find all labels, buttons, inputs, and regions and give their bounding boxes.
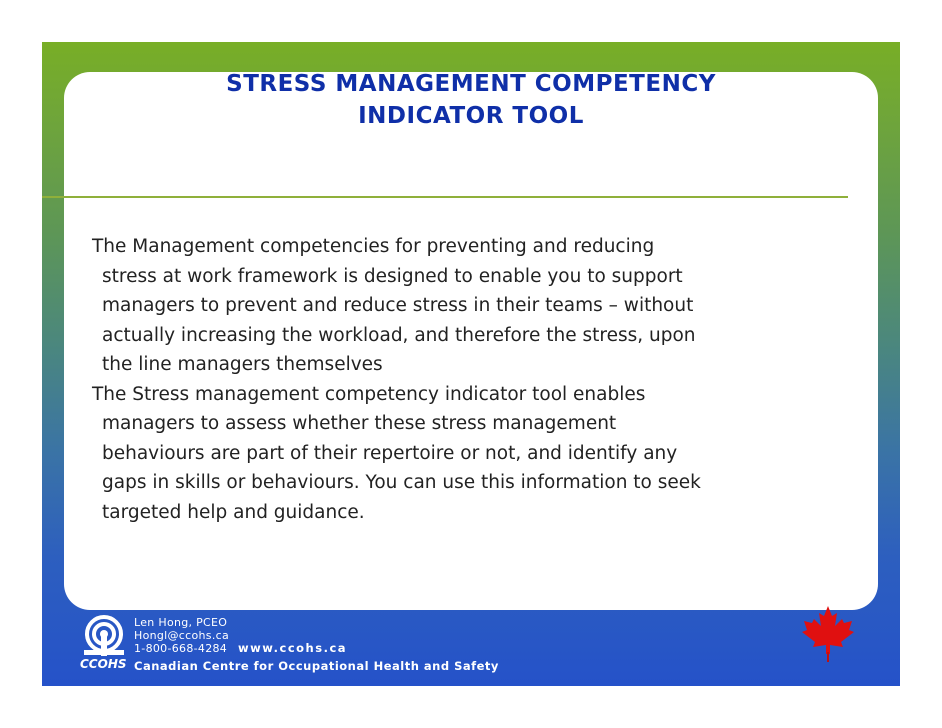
logo-text: CCOHS <box>80 657 127 671</box>
website-link[interactable]: www.ccohs.ca <box>238 641 348 655</box>
contact-name: Len Hong, PCEO <box>134 616 228 629</box>
title-divider <box>42 196 848 198</box>
title-line-1: STRESS MANAGEMENT COMPETENCY <box>226 71 716 97</box>
body-paragraph-2: The Stress management competency indicator tool enables managers to assess whether these stress management behaviours are part of their repertoire or not, and identify any gaps in skills or behaviours. You can use this information to seek targeted help and guidance. <box>92 383 701 523</box>
contact-email[interactable]: Hongl@ccohs.ca <box>134 629 230 642</box>
slide-body <box>92 232 852 527</box>
body-paragraph-1: The Management competencies for preventing and reducing stress at work framework is designed to enable you to support managers to prevent and reduce stress in their teams – without actually increasing the workload, and therefore the stress, upon the line managers themselves <box>92 236 696 375</box>
contact-phone: 1-800-668-4284 <box>134 642 228 655</box>
slide-title <box>0 68 942 132</box>
maple-leaf-icon <box>800 604 856 664</box>
title-line-2: INDICATOR TOOL <box>358 103 584 129</box>
organization-name: Canadian Centre for Occupational Health and Safety <box>134 659 499 673</box>
